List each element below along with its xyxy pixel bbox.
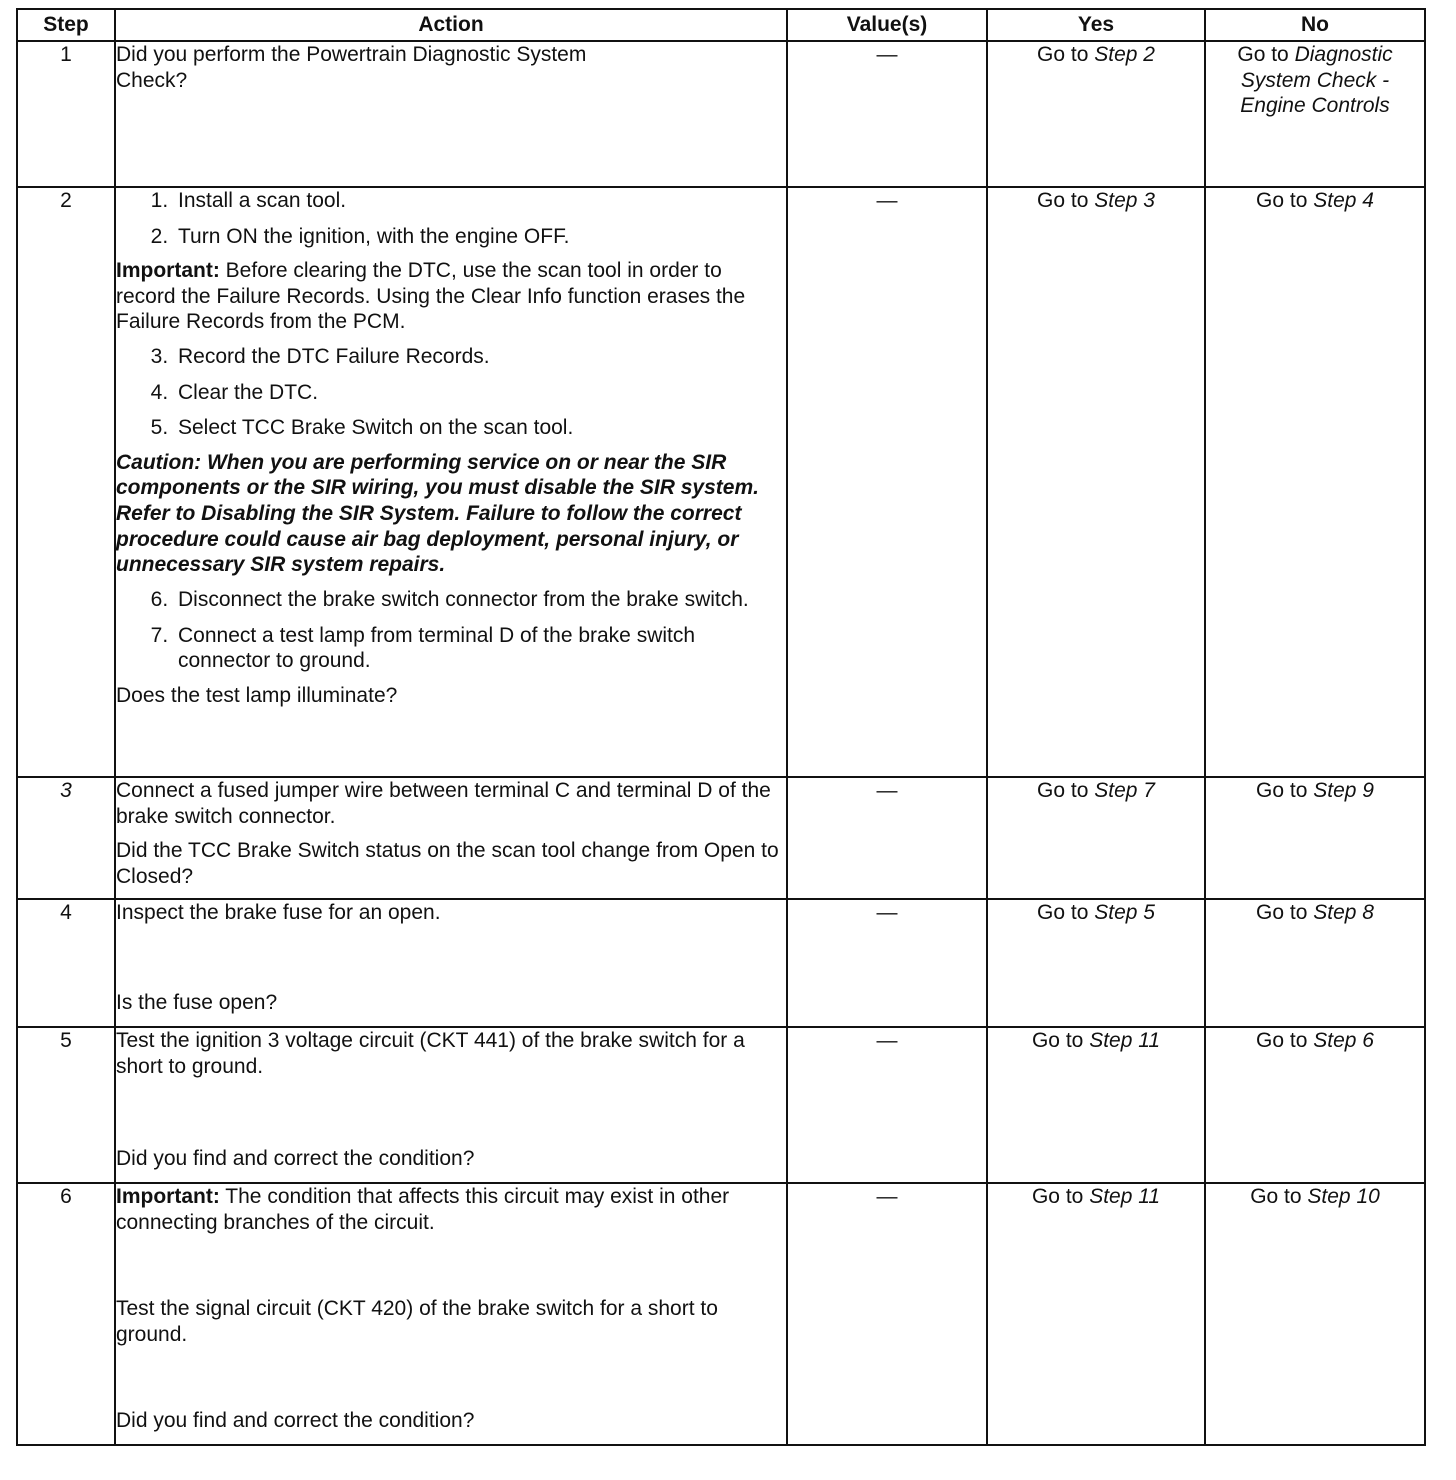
caution-note: Caution: When you are performing service on or near the SIR components or the SIR wiring, you must disable the SIR system. Refer to Disabling the SIR System. Failure to follow the correct procedure could cause air bag deployment, personal injury, or unnecessary SIR system repairs. [116,450,759,577]
header-step: Step [17,9,115,41]
no-cell [1205,1183,1425,1445]
important-text: Before clearing the DTC, use the scan tool in order to record the Failure Records. Using the Clear Info function erases the Failure Records from the PCM. [116,259,746,334]
no-target: Diagnostic System Check - Engine Controls [1240,43,1393,118]
no-target: Step 8 [1313,901,1374,924]
yes-cell [987,41,1205,187]
value-dash: — [876,189,898,212]
header-action: Action [115,9,787,41]
value-dash: — [876,1029,898,1052]
step-number: 4 [17,899,115,1027]
procedure-step: 5. Select TCC Brake Switch on the scan tool. [174,415,786,441]
table-row [17,1027,1425,1183]
step-number: 1 [17,41,115,187]
action-text: Test the signal circuit (CKT 420) of the brake switch for a short to ground. [116,1297,718,1346]
procedure-step: 4. Clear the DTC. [174,380,786,406]
header-row [17,9,1425,41]
goto-label: Go to [1237,43,1289,66]
important-label: Important: [116,1185,220,1208]
goto-label: Go to [1037,43,1089,66]
goto-label: Go to [1256,1029,1308,1052]
no-target: Step 9 [1313,779,1374,802]
action-cell [115,1027,787,1183]
step-number: 6 [17,1183,115,1445]
header-values: Value(s) [787,9,987,41]
no-target: Step 10 [1307,1185,1380,1208]
yes-cell [987,777,1205,899]
procedure-step: 1. Install a scan tool. [174,188,786,214]
table-row [17,41,1425,187]
header-yes: Yes [987,9,1205,41]
value-cell [787,1183,987,1445]
goto-label: Go to [1037,779,1089,802]
value-dash: — [876,1185,898,1208]
table-row [17,187,1425,777]
diagnostic-table [16,8,1426,1446]
step-number: 5 [17,1027,115,1183]
important-note [116,1184,786,1235]
yes-target: Step 11 [1089,1185,1161,1208]
action-cell [115,1183,787,1445]
action-text: Test the ignition 3 voltage circuit (CKT 441) of the brake switch for a short to ground. [116,1029,745,1078]
step-number: 2 [17,187,115,777]
action-question: Did the TCC Brake Switch status on the scan tool change from Open to Closed? [116,839,779,888]
action-text: Connect a fused jumper wire between terminal C and terminal D of the brake switch connector. [116,779,771,828]
action-cell [115,187,787,777]
table-row [17,899,1425,1027]
action-question: Did you find and correct the condition? [116,1409,475,1433]
no-cell [1205,41,1425,187]
step-number: 3 [17,777,115,899]
yes-cell [987,1183,1205,1445]
header-no: No [1205,9,1425,41]
action-text: Inspect the brake fuse for an open. [116,901,441,924]
table-row [17,777,1425,899]
procedure-list [116,587,786,674]
no-target: Step 6 [1313,1029,1374,1052]
goto-label: Go to [1037,901,1089,924]
yes-target: Step 7 [1094,779,1155,802]
no-cell [1205,1027,1425,1183]
no-cell [1205,187,1425,777]
goto-label: Go to [1256,779,1308,802]
no-cell [1205,777,1425,899]
goto-label: Go to [1037,189,1089,212]
yes-cell [987,899,1205,1027]
value-dash: — [876,901,898,924]
action-cell [115,899,787,1027]
yes-cell [987,187,1205,777]
yes-target: Step 2 [1094,43,1155,66]
procedure-step: 6. Disconnect the brake switch connector from the brake switch. [174,587,786,613]
yes-target: Step 5 [1094,901,1155,924]
value-cell [787,41,987,187]
procedure-step: 3. Record the DTC Failure Records. [174,344,786,370]
value-dash: — [876,43,898,66]
action-question: Did you find and correct the condition? [116,1147,475,1171]
table-row [17,1183,1425,1445]
action-question: Is the fuse open? [116,991,278,1015]
yes-target: Step 11 [1089,1029,1161,1052]
procedure-step: 2. Turn ON the ignition, with the engine OFF. [174,224,786,250]
action-cell [115,41,787,187]
important-text: The condition that affects this circuit may exist in other connecting branches of the circuit. [116,1185,730,1234]
goto-label: Go to [1256,189,1308,212]
procedure-list [116,188,786,249]
procedure-list [116,344,786,441]
value-cell [787,187,987,777]
goto-label: Go to [1031,1029,1084,1052]
yes-target: Step 3 [1094,189,1155,212]
value-dash: — [876,779,898,802]
value-cell [787,899,987,1027]
important-note [116,258,786,335]
goto-label: Go to [1031,1185,1084,1208]
important-label: Important: [116,259,220,283]
procedure-step: 7. Connect a test lamp from terminal D of the brake switch connector to ground. [174,623,786,674]
goto-label: Go to [1250,1185,1302,1208]
action-cell [115,777,787,899]
yes-cell [987,1027,1205,1183]
goto-label: Go to [1256,901,1308,924]
no-cell [1205,899,1425,1027]
action-question: Did you perform the Powertrain Diagnostic System Check? [116,43,587,92]
no-target: Step 4 [1313,189,1374,212]
value-cell [787,777,987,899]
value-cell [787,1027,987,1183]
action-question: Does the test lamp illuminate? [116,683,398,707]
